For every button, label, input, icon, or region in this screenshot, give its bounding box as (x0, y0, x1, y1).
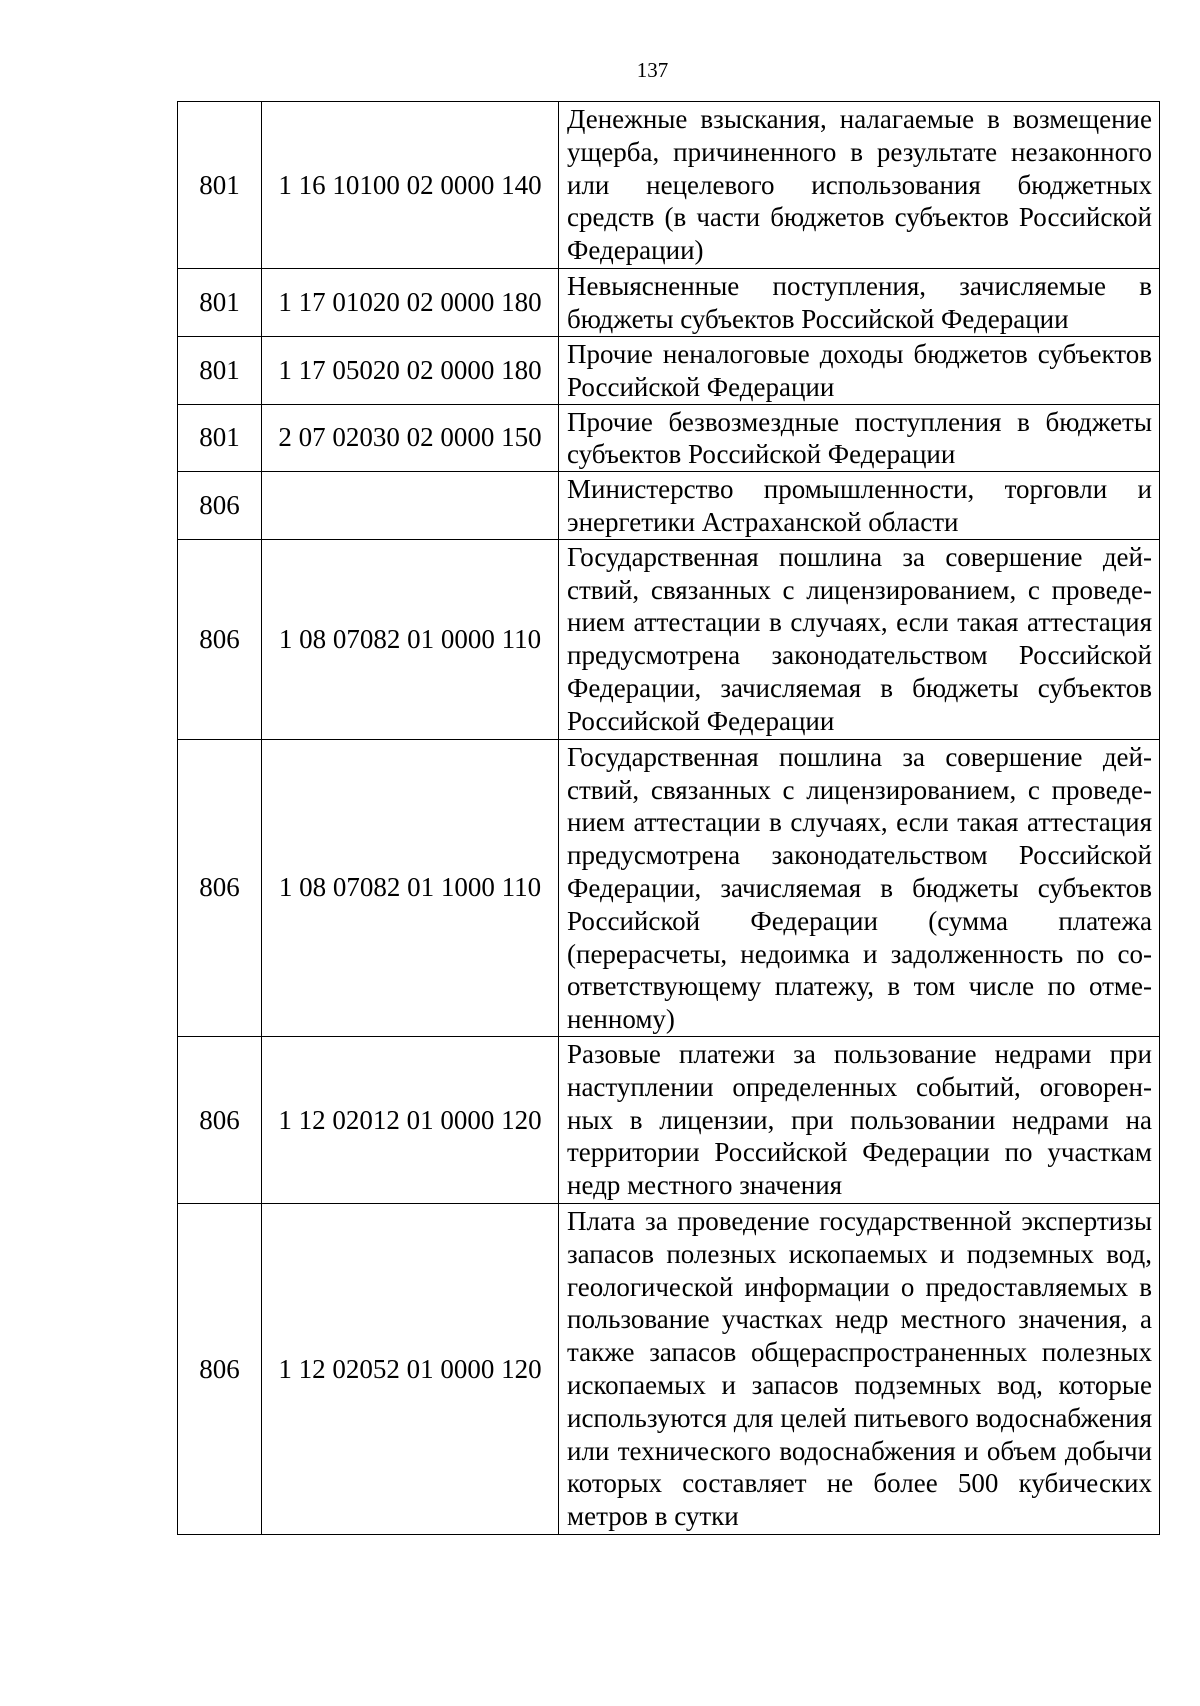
table-row (178, 102, 1160, 269)
table-row (178, 539, 1160, 739)
admin-code-cell: 806 (178, 1036, 262, 1203)
admin-code-cell: 806 (178, 739, 262, 1036)
table-row (178, 472, 1160, 540)
ministry-name-cell: Министерство промышленности, торговли и энергетики Астраханской области (559, 472, 1160, 540)
classification-code-cell: 1 12 02052 01 0000 120 (262, 1203, 559, 1534)
classification-code-cell: 2 07 02030 02 0000 150 (262, 404, 559, 472)
classification-code-cell: 1 08 07082 01 1000 110 (262, 739, 559, 1036)
admin-code-cell: 806 (178, 539, 262, 739)
table-row (178, 337, 1160, 405)
table-row (178, 1203, 1160, 1534)
admin-code-cell: 801 (178, 269, 262, 337)
table-row (178, 269, 1160, 337)
classification-code-cell: 1 08 07082 01 0000 110 (262, 539, 559, 739)
admin-code-cell: 801 (178, 102, 262, 269)
admin-code-cell: 806 (178, 472, 262, 540)
table-row (178, 1036, 1160, 1203)
table-row (178, 739, 1160, 1036)
page-number: 137 (636, 58, 669, 82)
classification-code-cell (262, 472, 559, 540)
description-cell: Прочие неналоговые доходы бюджетов субъектов Российской Федерации (559, 337, 1160, 405)
classification-code-cell: 1 16 10100 02 0000 140 (262, 102, 559, 269)
admin-code-cell: 806 (178, 1203, 262, 1534)
description-cell: Разовые платежи за пользование недрами при наступлении определенных событий, оговоренных в лицензии, при пользовании недрами на территории Российской Федерации по участкам недр местного значения (559, 1036, 1160, 1203)
classification-code-cell: 1 17 01020 02 0000 180 (262, 269, 559, 337)
budget-classification-table (177, 101, 1160, 1535)
description-cell: Плата за проведение государственной экспертизы запасов полезных ископаемых и подземных вод, геологической информации о предоставляемых в пользование участках недр местного значения, а также запасов общераспространенных полезных ископаемых и запасов подземных вод, которые используются для целей питьевого водоснабжения или технического водоснабжения и объем добычи которых составляет не более 500 кубических метров в сутки (559, 1203, 1160, 1534)
description-cell: Государственная пошлина за совершение действий, связанных с лицензированием, с проведением аттестации в случаях, если такая аттестация предусмотрена законодательством Российской Федерации, зачисляемая в бюджеты субъектов Российской Федерации (559, 539, 1160, 739)
table-row (178, 404, 1160, 472)
classification-code-cell: 1 12 02012 01 0000 120 (262, 1036, 559, 1203)
description-cell: Денежные взыскания, налагаемые в возмещение ущерба, причиненного в результате незаконного или нецелевого использования бюджетных средств (в части бюджетов субъектов Российской Федерации) (559, 102, 1160, 269)
classification-code-cell: 1 17 05020 02 0000 180 (262, 337, 559, 405)
table-body (178, 102, 1160, 1535)
description-cell: Государственная пошлина за совершение действий, связанных с лицензированием, с проведением аттестации в случаях, если такая аттестация предусмотрена законодательством Российской Федерации, зачисляемая в бюджеты субъектов Российской Федерации (сумма платежа (перерасчеты, недоимка и задолженность по соответствующему платежу, в том числе по отмененному) (559, 739, 1160, 1036)
description-cell: Невыясненные поступления, зачисляемые в бюджеты субъектов Российской Федерации (559, 269, 1160, 337)
description-cell: Прочие безвозмездные поступления в бюджеты субъектов Российской Федерации (559, 404, 1160, 472)
admin-code-cell: 801 (178, 337, 262, 405)
admin-code-cell: 801 (178, 404, 262, 472)
